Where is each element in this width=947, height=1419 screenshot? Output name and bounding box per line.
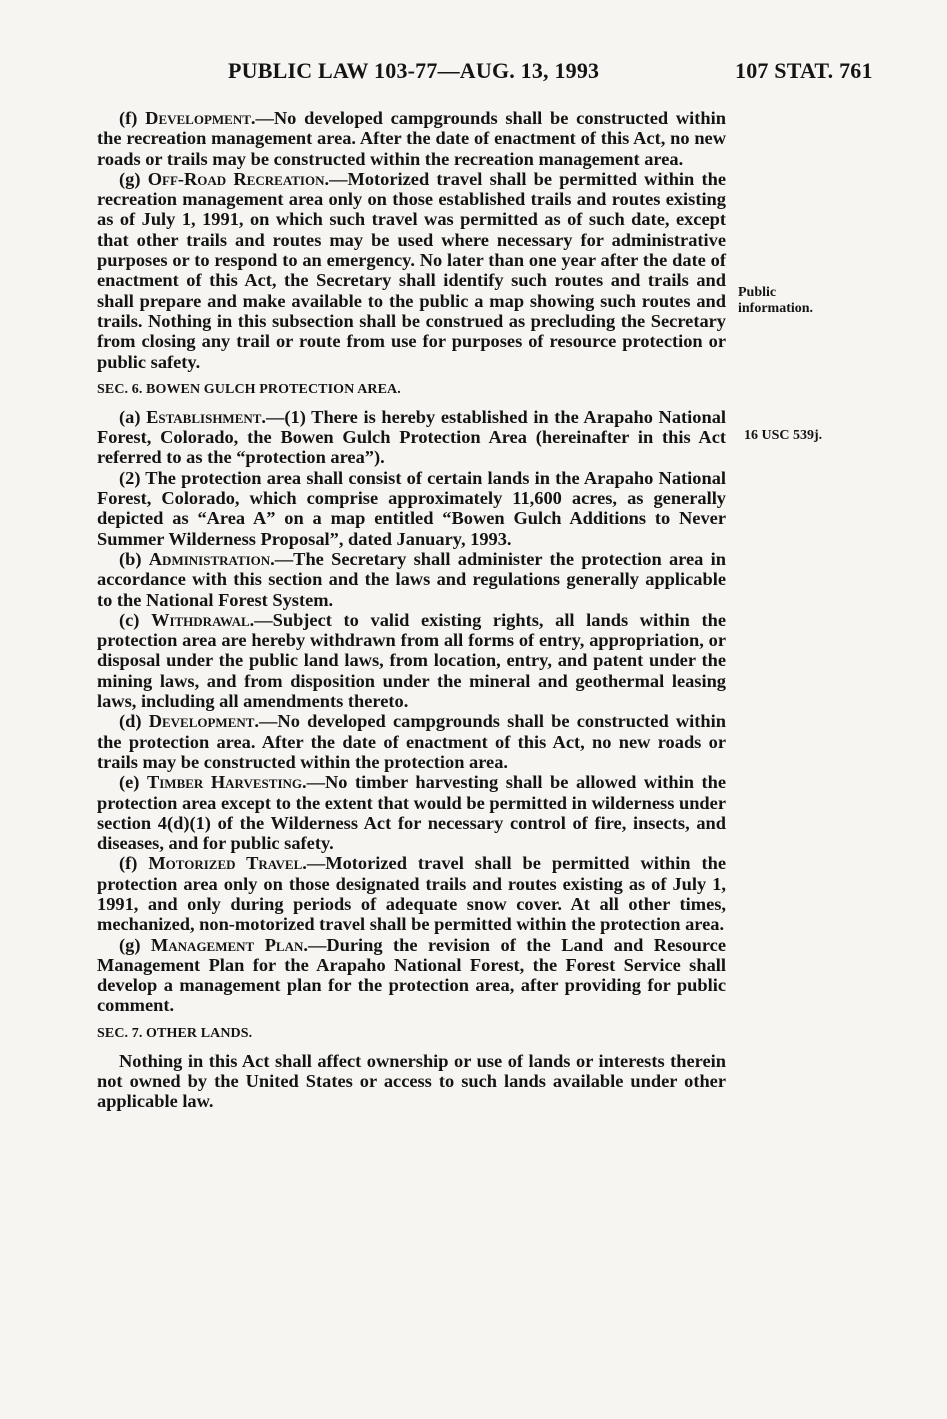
paragraph-6b-administration xyxy=(97,549,726,610)
body-text xyxy=(97,108,726,1112)
subsection-heading: Off-Road Recreation. xyxy=(147,168,330,189)
subsection-text: —No timber harvesting shall be allowed within the protection area except to the extent that would be permitted in wilderness under section 4(d)(1) of the Wilderness Act for necessary control of fire, insects, and diseases, and for public safety. xyxy=(97,772,727,854)
statute-page-number: 107 STAT. 761 xyxy=(735,58,873,83)
paragraph-6e-timber-harvesting xyxy=(97,772,726,853)
subsection-label: (e) xyxy=(119,772,147,793)
subsection-heading: Administration. xyxy=(148,548,275,569)
subsection-heading: Development. xyxy=(148,711,260,732)
subsection-label: (f) xyxy=(119,853,149,874)
subsection-heading: Motorized Travel. xyxy=(148,853,307,874)
subsection-text: —During the revision of the Land and Resource Management Plan for the Arapaho National Forest, the Forest Service shall develop a management plan for the protection area, after providing for public comment. xyxy=(97,934,726,1016)
subsection-label: (b) xyxy=(119,548,149,569)
subsection-heading: Withdrawal. xyxy=(151,609,255,630)
subsection-label: (c) xyxy=(119,609,152,630)
subsection-text: —No developed campgrounds shall be constructed within the protection area. After the date of enactment of this Act, no new roads or trails may be constructed within the protection area. xyxy=(97,711,726,772)
margin-note-public-information xyxy=(738,285,813,317)
running-title: PUBLIC LAW 103-77—AUG. 13, 1993 xyxy=(228,58,600,83)
subsection-label: (f) xyxy=(119,108,146,128)
paragraph-6f-motorized-travel xyxy=(97,853,726,934)
subsection-text: —Subject to valid existing rights, all lands within the protection area are hereby withdrawn from all forms of entry, appropriation, or disposal under the public land laws, from location, entry, and patent under the mining laws, and from disposition under the mineral and geothermal leasing laws, including all amendments thereto. xyxy=(97,609,726,712)
paragraph-6g-management-plan xyxy=(97,935,726,1016)
subsection-heading: Timber Harvesting. xyxy=(146,772,307,793)
paragraph-g-off-road-recreation xyxy=(97,169,726,372)
section-6-heading: SEC. 6. BOWEN GULCH PROTECTION AREA. xyxy=(97,381,401,397)
section-7-heading: SEC. 7. OTHER LANDS. xyxy=(97,1025,253,1041)
subsection-heading: Development. xyxy=(145,108,256,128)
paragraph-6c-withdrawal xyxy=(97,610,726,711)
subsection-label: (g) xyxy=(119,934,151,955)
subsection-heading: Establishment. xyxy=(146,406,267,427)
paragraph-6a-establishment xyxy=(97,407,726,468)
paragraph-f-development xyxy=(97,108,726,169)
page-header xyxy=(0,58,947,90)
paragraph-6d-development xyxy=(97,711,726,772)
subsection-label: (g) xyxy=(119,168,148,189)
subsection-heading: Management Plan. xyxy=(150,934,308,955)
margin-note-line: Public xyxy=(738,285,777,300)
subsection-text: —The Secretary shall administer the protection area in accordance with this section and the laws and regulations generally applicable to the National Forest System. xyxy=(97,548,726,610)
subsection-label: (a) xyxy=(119,406,147,427)
margin-note-line: information. xyxy=(738,301,814,316)
subsection-text: —Motorized travel shall be permitted within the protection area only on those designated trails and routes existing as of July 1, 1991, and only during periods of adequate snow cover. At all other times, mechanized, non-motorized travel shall be permitted within the protection area. xyxy=(97,853,726,935)
paragraph-6a-2: (2) The protection area shall consist of certain lands in the Arapaho National Forest, Colorado, which comprise approximately 11,600 acres, as generally depicted as “Area A” on a map entitled “Bowen Gulch Additions to Never Summer Wilderness Proposal”, dated January, 1993. xyxy=(97,467,726,549)
margin-note-usc-citation: 16 USC 539j. xyxy=(744,428,823,443)
paragraph-7-other-lands: Nothing in this Act shall affect ownership or use of lands or interests therein not owned by the United States or access to such lands available under other applicable law. xyxy=(97,1050,726,1112)
subsection-label: (d) xyxy=(119,711,149,732)
subsection-text: —(1) There is hereby established in the Arapaho National Forest, Colorado, the Bowen Gulch Protection Area (hereinafter in this Act referred to as the “protection area”). xyxy=(97,406,726,468)
subsection-text: —No developed campgrounds shall be constructed within the recreation management area. After the date of enactment of this Act, no new roads or trails may be constructed within the recreation management area. xyxy=(97,108,726,169)
subsection-text: —Motorized travel shall be permitted within the recreation management area only on those established trails and routes existing as of July 1, 1991, on which such travel was permitted as of such date, except that other trails and routes may be used where necessary for administrative purposes or to respond to an emergency. No later than one year after the date of enactment of this Act, the Secretary shall identify such routes and trails and shall prepare and make available to the public a map showing such routes and trails. Nothing in this subsection shall be construed as precluding the Secretary from closing any trail or route from use for purposes of resource protection or public safety. xyxy=(97,168,727,372)
